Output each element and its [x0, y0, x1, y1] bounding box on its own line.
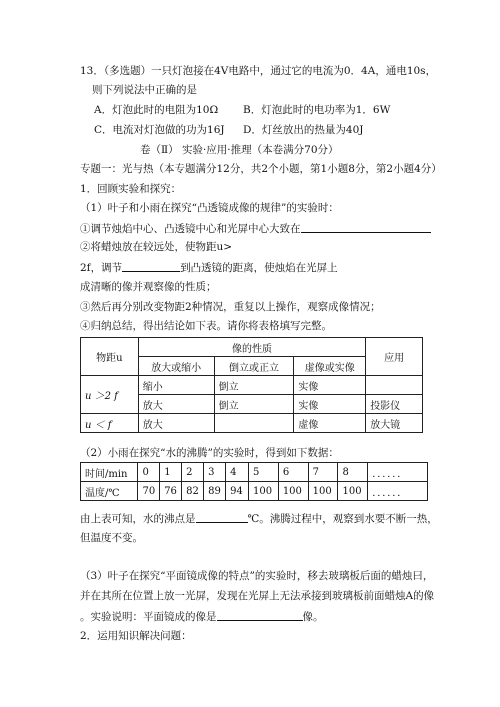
conclusion-post: ℃。沸腾过程中，观察到水要不断一热， [247, 513, 438, 525]
subheader-size: 放大或缩小 [138, 357, 214, 376]
part-3-pre: 。实验说明：平面镜成的像是 [80, 611, 217, 623]
temp-cell: ．．．．．． [368, 482, 428, 501]
step-2b-post: 到凸透镜的距离，使烛焰在光屏上 [180, 262, 338, 274]
time-cell: 0 [138, 463, 160, 482]
conclusion-pre: 由上表可知，水的沸点是 [80, 513, 196, 525]
boiling-conclusion-end: 但温度不变。 [80, 532, 143, 544]
row-label-u-gt-2f: u ＞2 f [81, 376, 139, 414]
temperature-label: 温度/℃ [81, 482, 138, 501]
step-2b-pre: 2f，调节 [80, 262, 123, 274]
table-cell: 缩小 [138, 376, 214, 395]
time-cell: ．．．．．． [368, 463, 428, 482]
q13-option-d: D．灯丝放出的热量为40J [243, 124, 364, 136]
time-label: 时间/min [81, 463, 138, 482]
temp-cell: 100 [338, 482, 368, 501]
time-cell: 5 [248, 463, 278, 482]
time-cell: 3 [204, 463, 226, 482]
q13-stem: 13．（多选题）一只灯泡接在4V电路中，通过它的电流为0．4A，通电10s， [80, 65, 437, 77]
time-cell: 7 [308, 463, 338, 482]
temp-cell: 100 [308, 482, 338, 501]
answer-blank[interactable] [196, 511, 248, 523]
table-cell: 倒立 [214, 376, 294, 395]
subheader-real-virtual: 虚像或实像 [294, 357, 366, 376]
header-object-distance: 物距u [81, 338, 139, 376]
temperature-row [81, 482, 428, 501]
step-2: ②将蜡烛放在较远处，使物距u> [80, 241, 233, 253]
header-application: 应用 [366, 338, 423, 376]
section-title: 卷（Ⅱ） 实验·应用·推理（本卷满分70分） [140, 144, 339, 156]
q13-stem-cont: 则下列说法中正确的是 [92, 84, 197, 96]
part-3-post: 像。 [302, 611, 324, 623]
part-1-intro: （1）叶子和小雨在探究“凸透镜成像的规律”的实验时： [80, 202, 339, 214]
table-cell: 实像 [294, 395, 366, 414]
table-cell [366, 376, 423, 395]
answer-blank[interactable] [217, 609, 303, 621]
table-cell: 放大 [138, 395, 214, 414]
question-1-heading: 1．回顾实验和探究： [80, 183, 182, 195]
temp-cell: 89 [204, 482, 226, 501]
q13-option-c: C．电流对灯泡做的功为16J [94, 124, 225, 136]
time-cell: 4 [226, 463, 249, 482]
step-1 [80, 221, 431, 236]
part-2-intro: （2）小雨在探究“水的沸腾”的实验时，得到如下数据： [80, 447, 339, 459]
temp-cell: 100 [248, 482, 278, 501]
boiling-table [80, 462, 428, 501]
time-row [81, 463, 428, 482]
step-4: ④归纳总结，得出结论如下表。请你将表格填写完整。 [80, 320, 332, 332]
table-cell: 投影仪 [366, 395, 423, 414]
part-3-line-3 [80, 609, 324, 624]
time-cell: 1 [160, 463, 182, 482]
table-cell: 虚像 [294, 414, 366, 433]
step-1-text: ①调节烛焰中心、凸透镜中心和光屏中心大致在 [80, 223, 301, 235]
lens-table [80, 337, 423, 433]
row-label-u-lt-f: u ＜ f [81, 414, 139, 433]
table-cell: 放大镜 [366, 414, 423, 433]
table-cell: 倒立 [214, 395, 294, 414]
topic-heading: 专题一：光与热（本专题满分12分，共2个小题，第1小题8分，第2小题4分） [80, 163, 442, 175]
question-2-heading: 2．运用知识解决问题： [80, 630, 192, 642]
time-cell: 2 [182, 463, 204, 482]
step-2-end: 成清晰的像并观察像的性质； [80, 281, 217, 293]
temp-cell: 100 [278, 482, 308, 501]
time-cell: 8 [338, 463, 368, 482]
time-cell: 6 [278, 463, 308, 482]
q13-option-a: A．灯泡此时的电阻为10Ω [94, 104, 219, 116]
table-cell [214, 414, 294, 433]
answer-blank[interactable] [301, 221, 431, 233]
step-2-cont [80, 260, 338, 275]
step-3: ③然后再分别改变物距2种情况，重复以上操作，观察成像情况； [80, 301, 381, 313]
temp-cell: 94 [226, 482, 249, 501]
subheader-orientation: 倒立或正立 [214, 357, 294, 376]
boiling-conclusion [80, 511, 438, 526]
part-3-line-1: （3）叶子在探究“平面镜成像的特点”的实验时，移去玻璃板后面的蜡烛曰， [80, 570, 434, 582]
header-image-properties: 像的性质 [138, 338, 365, 357]
temp-cell: 70 [138, 482, 160, 501]
temp-cell: 82 [182, 482, 204, 501]
answer-blank[interactable] [122, 260, 180, 272]
table-cell: 放大 [138, 414, 214, 433]
temp-cell: 76 [160, 482, 182, 501]
part-3-line-2: 并在其所在位置上放一光屏，发现在光屏上无法承接到玻璃板前面蜡烛A的像 [80, 590, 435, 602]
table-cell: 实像 [294, 376, 366, 395]
q13-option-b: B．灯泡此时的电功率为1．6W [243, 104, 391, 116]
